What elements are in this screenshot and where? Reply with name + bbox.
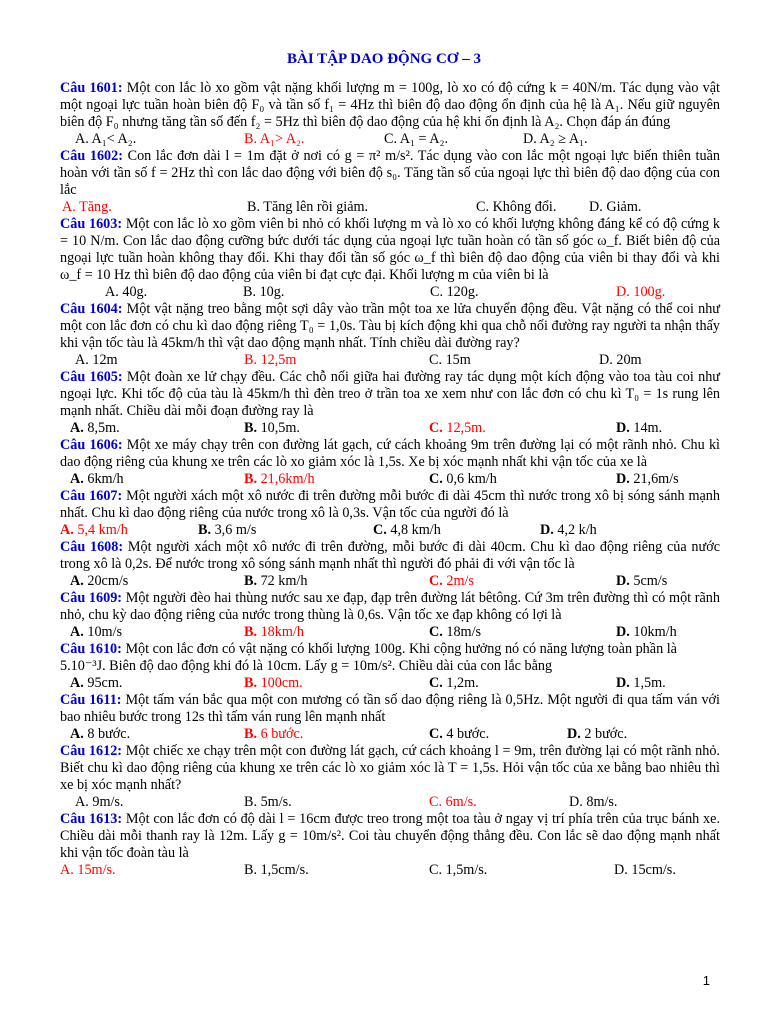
answer-option-b[interactable]: B. 1,5cm/s. [244,862,309,878]
question-body: Một người xách một xô nước đi trên đường, mỗi bước đi dài 40cm. Chu kì dao động riêng của nước trong xô là 0,2s. Để nước trong xô sóng sánh mạnh nhất thì người đó phải đi với vận tốc là [60,539,720,572]
answer-option-c[interactable]: C. 120g. [430,284,479,300]
answer-option-a[interactable]: A. Tăng. [62,199,112,215]
answer-option-b[interactable]: B. A₁> A₂. [244,131,305,147]
question-block [60,590,720,641]
question-body: Một vật nặng treo bằng một sợi dây vào trần một toa xe lửa chuyển động đều. Vật nặng có thể coi như một con lắc đơn có chu kì dao động riêng T₀ = 1,0s. Tàu bị kích động khi qua chỗ nối đường ray người ta nhận thấy khi vận tốc tàu là 45km/h thì vật dao động mạnh nhất. Tính chiều dài đường ray? [60,301,720,351]
question-label: Câu 1601: [60,80,123,96]
answer-option-a[interactable]: A. 6km/h [70,471,124,487]
question-label: Câu 1605: [60,369,123,385]
answer-option-c[interactable]: C. 15m [429,352,471,368]
question-block [60,369,720,437]
question-text [60,539,720,573]
answer-option-b[interactable]: B. 100cm. [244,675,303,691]
question-body: Một con lắc lò xo gồm vật nặng khối lượng m = 100g, lò xo có độ cứng k = 40N/m. Tác dụng vào vật một ngoại lực tuần hoàn biên độ F₀ và tần số f₁ = 4Hz thì biên độ dao động ổn định của hệ là A₁. Nếu giữ nguyên biên độ F₀ nhưng tăng tần số đến f₂ = 5Hz thì biên độ dao động của hệ khi ổn định là A₂. Chọn đáp án đúng [60,80,720,130]
answer-option-a[interactable]: A. 20cm/s [70,573,129,589]
answer-option-b[interactable]: B. 21,6km/h [244,471,315,487]
question-block [60,80,720,148]
question-label: Câu 1604: [60,301,123,317]
answer-option-d[interactable]: D. 100g. [616,284,666,300]
answer-options [60,624,720,641]
question-body: Một đoàn xe lử chạy đều. Các chỗ nối giữa hai đường ray tác dụng một kích động vào toa tàu coi như ngoại lực. Khi tốc độ của tàu là 45km/h thì đèn treo ở trần toa xe xem như con lắc đơn có chu kì T₀ = 1s rung lên mạnh nhất. Chiều dài mỗi đoạn đường ray là [60,369,720,419]
answer-option-d[interactable]: D. 2 bước. [567,726,628,742]
answer-options [60,522,720,539]
question-body: Một chiếc xe chạy trên một con đường lát gạch, cứ cách khoảng l = 9m, trên đường lại có một rãnh nhỏ. Biết chu kì dao động riêng của khung xe trên các lò xo giảm xóc là T = 1,5s. Hỏi vận tốc của xe bằng bao nhiêu thì xe bị xóc mạnh nhất? [60,743,720,793]
answer-option-b[interactable]: B. 3,6 m/s [198,522,257,538]
question-text [60,369,720,420]
question-label: Câu 1611: [60,692,122,708]
answer-option-b[interactable]: B. 12,5m [244,352,297,368]
answer-option-c[interactable]: C. Không đổi. [476,199,557,215]
question-label: Câu 1612: [60,743,123,759]
answer-option-a[interactable]: A. 9m/s. [75,794,124,810]
question-text [60,437,720,471]
question-body: Một con lắc đơn có độ dài l = 16cm được treo trong một toa tàu ở ngay vị trí phía trên của trục bánh xe. Chiều dài mỗi thanh ray là 12m. Lấy g = 10m/s². Coi tàu chuyển động thẳng đều. Con lắc sẽ dao động mạnh nhất khi vận tốc đoàn tàu là [60,811,720,861]
question-body: Một con lắc đơn có vật nặng có khối lượng 100g. Khi cộng hưởng nó có năng lượng toàn phần là [121,641,677,657]
answer-options [60,284,720,301]
question-block [60,301,720,369]
answer-option-b[interactable]: B. 72 km/h [244,573,308,589]
question-text-continued: 5.10⁻³J. Biên độ dao động khi đó là 10cm. Lấy g = 10m/s². Chiều dài của con lắc bằng [60,658,553,674]
answer-option-a[interactable]: A. A₁< A₂. [75,131,137,147]
answer-option-d[interactable]: D. A₂ ≥ A₁. [523,131,588,147]
question-text [60,692,720,726]
question-label: Câu 1609: [60,590,123,606]
question-body: Một người đèo hai thùng nước sau xe đạp, đạp trên đường lát bêtông. Cứ 3m trên đường thì có một rãnh nhỏ, chu kỳ dao động riêng của nước trong thùng là 0,6s. Vận tốc xe đạp không có lợi là [60,590,720,623]
answer-option-c[interactable]: C. 1,5m/s. [429,862,488,878]
answer-option-d[interactable]: D. 15cm/s. [614,862,676,878]
page-number: 1 [702,973,710,988]
question-label: Câu 1606: [60,437,123,453]
answer-options [60,862,720,879]
answer-option-c[interactable]: C. 1,2m. [429,675,479,691]
answer-option-c[interactable]: C. A₁ = A₂. [384,131,449,147]
question-block [60,148,720,216]
question-block [60,437,720,488]
answer-option-b[interactable]: B. 10,5m. [244,420,300,436]
answer-options [60,726,720,743]
answer-option-d[interactable]: D. 14m. [616,420,663,436]
question-body: Một xe máy chạy trên con đường lát gạch, cứ cách khoảng 9m trên đường lại có một rãnh nhỏ. Chu kì dao động riêng của khung xe trên các lò xo giảm xóc là 1,5s. Xe bị xóc mạnh nhất khi vận tốc của xe là [60,437,720,470]
answer-option-b[interactable]: B. 6 bước. [244,726,304,742]
question-body: Một tấm ván bắc qua một con mương có tần số dao động riêng là 0,5Hz. Một người đi qua tấm ván với bao nhiêu bước trong 12s thì tấm ván rung lên mạnh nhất [60,692,721,725]
question-block [60,743,720,811]
question-body: Con lắc đơn dài l = 1m đặt ở nơi có g = π² m/s². Tác dụng vào con lắc một ngoại lực biến thiên tuần hoàn với tần số f = 2Hz thì con lắc dao động với biên độ s₀. Tăng tần số của ngoại lực thì biên độ dao động của con lắc [60,148,720,198]
answer-option-d[interactable]: D. 1,5m. [616,675,666,691]
question-list [60,80,720,879]
answer-options [60,675,720,692]
answer-options [60,199,720,216]
answer-option-c[interactable]: C. 12,5m. [429,420,486,436]
answer-option-c[interactable]: C. 18m/s [429,624,482,640]
answer-option-a[interactable]: A. 8 bước. [70,726,131,742]
answer-option-b[interactable]: B. 18km/h [244,624,304,640]
question-label: Câu 1607: [60,488,123,504]
question-text [60,743,720,794]
answer-option-a[interactable]: A. 40g. [105,284,148,300]
answer-option-a[interactable]: A. 15m/s. [60,862,116,878]
question-label: Câu 1608: [60,539,124,555]
question-label: Câu 1602: [60,148,123,164]
question-text [60,301,720,352]
answer-option-c[interactable]: C. 0,6 km/h [429,471,497,487]
question-body: Một con lắc lò xo gồm viên bi nhỏ có khối lượng m và lò xo có khối lượng không đáng kể có độ cứng k = 10 N/m. Con lắc dao động cưỡng bức dưới tác dụng của ngoại lực tuần hoàn có tần số góc ω_f. Biết biên độ của ngoại lực tuần hoàn không thay đổi. Khi thay đổi tần số góc ω_f thì biên độ dao động của viên bi thay đổi và khi ω_f = 10 Hz thì biên độ dao động của viên bi đạt cực đại. Khối lượng m của viên bi là [60,216,720,283]
answer-option-c[interactable]: C. 4,8 km/h [373,522,441,538]
answer-options [60,131,720,148]
question-text [60,488,720,522]
document-title: BÀI TẬP DAO ĐỘNG CƠ – 3 [287,51,481,67]
answer-option-d[interactable]: D. 4,2 k/h [540,522,597,538]
answer-option-d[interactable]: D. 8m/s. [569,794,618,810]
answer-option-d[interactable]: D. 21,6m/s [616,471,679,487]
answer-option-b[interactable]: B. 5m/s. [244,794,292,810]
question-block [60,641,720,692]
answer-option-d[interactable]: D. 5cm/s [616,573,668,589]
question-block [60,488,720,539]
answer-options [60,352,720,369]
answer-option-c[interactable]: C. 6m/s. [429,794,477,810]
answer-option-c[interactable]: C. 4 bước. [429,726,490,742]
answer-option-a[interactable]: A. 10m/s [70,624,123,640]
question-label: Câu 1613: [60,811,123,827]
question-block [60,216,720,301]
question-block [60,811,720,879]
answer-options [60,573,720,590]
answer-option-a[interactable]: A. 8,5m. [70,420,120,436]
question-text [60,216,720,284]
answer-option-a[interactable]: A. 5,4 km/h [60,522,128,538]
answer-option-a[interactable]: A. 12m [75,352,118,368]
answer-options [60,471,720,488]
answer-option-b[interactable]: B. Tăng lên rồi giảm. [247,199,369,215]
question-body: Một người xách một xô nước đi trên đường mỗi bước đi dài 45cm thì nước trong xô bị sóng sánh mạnh nhất. Chu kì dao động riêng của nước trong xô là 0,3s. Vận tốc của người đó là [60,488,720,521]
answer-options [60,794,720,811]
answer-option-b[interactable]: B. 10g. [243,284,285,300]
answer-options [60,420,720,437]
question-text [60,811,720,862]
answer-option-d[interactable]: D. Giảm. [589,199,642,215]
question-label: Câu 1610: [60,641,122,657]
question-block [60,539,720,590]
question-text [60,590,720,624]
answer-option-c[interactable]: C. 2m/s [429,573,474,589]
question-text [60,80,720,131]
question-text [60,641,720,658]
question-text [60,148,720,199]
question-block [60,692,720,743]
question-label: Câu 1603: [60,216,123,232]
answer-option-a[interactable]: A. 95cm. [70,675,123,691]
answer-option-d[interactable]: D. 10km/h [616,624,677,640]
answer-option-d[interactable]: D. 20m [599,352,642,368]
